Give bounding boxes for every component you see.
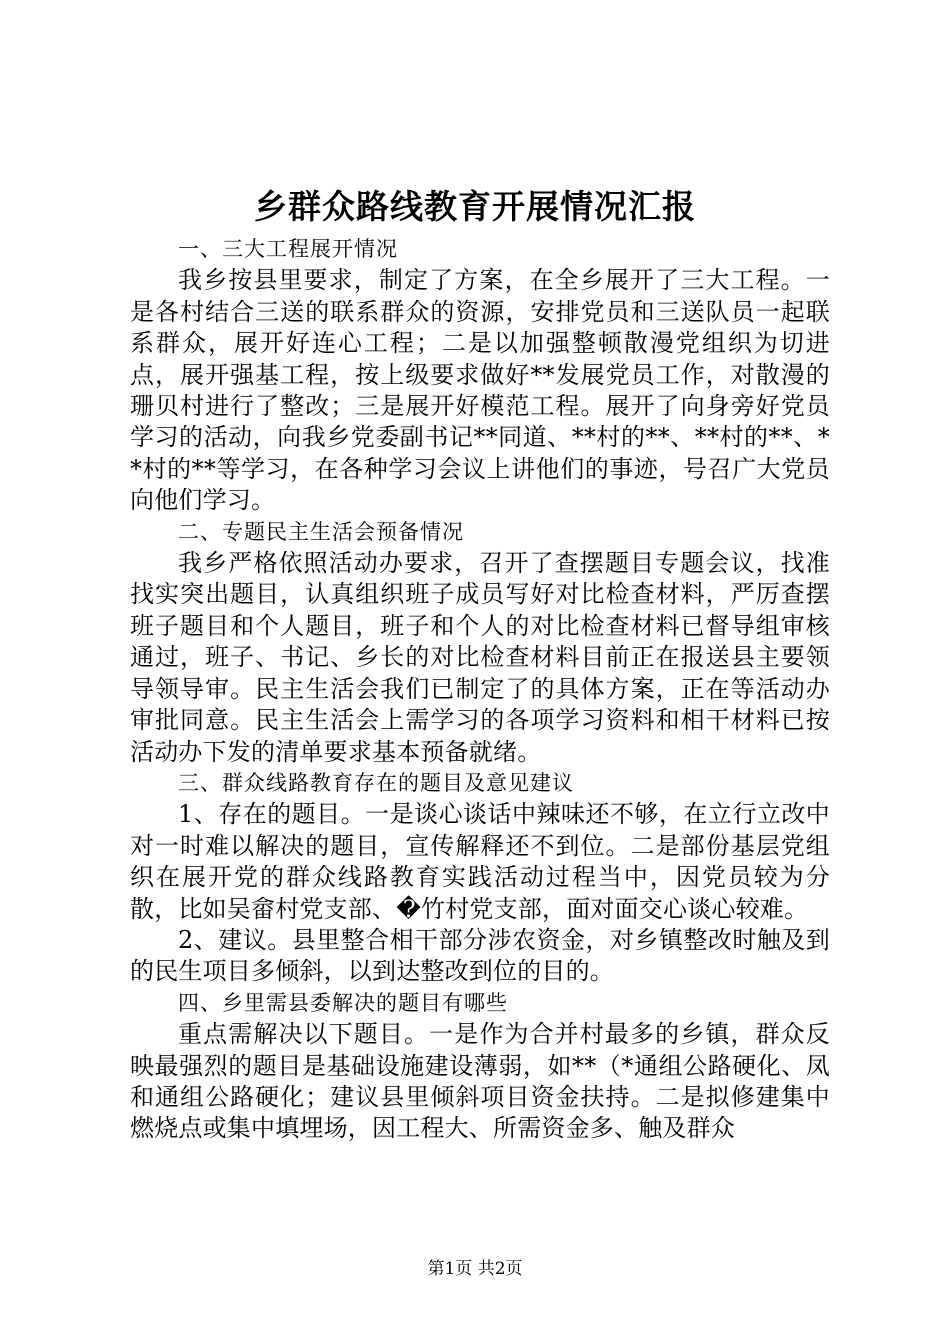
section-heading-3: 三、群众线路教育存在的题目及意见建议 bbox=[178, 770, 574, 795]
document-body bbox=[130, 234, 830, 1145]
section-heading-2: 二、专题民主生活会预备情况 bbox=[178, 519, 464, 544]
section-heading-1: 一、三大工程展开情况 bbox=[178, 237, 398, 261]
paragraph-three-projects: 我乡按县里要求，制定了方案，在全乡展开了三大工程。一是各村结合三送的联系群众的资源，安排党员和三送队员一起联系群众，展开好连心工程；二是以加强整顿散漫党组织为切进点，展开强基工程，按上级要求做好**发展党员工作，对散漫的珊贝村进行了整改；三是展开好模范工程。展开了向身旁好党员学习的活动，向我乡党委副书记**同道、**村的**、**村的**、**村的**等学习，在各种学习会议上讲他们的事迹，号召广大党员向他们学习。 bbox=[130, 266, 830, 515]
document-title: 乡群众路线教育开展情况汇报 bbox=[254, 187, 696, 226]
section-heading-4: 四、乡里需县委解决的题目有哪些 bbox=[178, 990, 508, 1015]
paragraph-suggestions: 2、建议。县里整合相干部分涉农资金，对乡镇整改时触及到的民生项目多倾斜，以到达整改到位的目的。 bbox=[130, 925, 830, 986]
page-number: 第1页 共2页 bbox=[427, 1259, 523, 1279]
paragraph-existing-problems: 1、存在的题目。一是谈心谈话中辣味还不够，在立行立改中对一时难以解决的题目，宣传解释还不到位。二是部份基层党组织在展开党的群众线路教育实践活动过程当中，因党员较为分散，比如吴畲村党支部、�竹村党支部，面对面交心谈心较难。 bbox=[130, 800, 830, 923]
paragraph-democratic-meeting: 我乡严格依照活动办要求，召开了查摆题目专题会议，找准找实突出题目，认真组织班子成员写好对比检查材料，严厉查摆班子题目和个人题目，班子和个人的对比检查材料已督导组审核通过，班子、书记、乡长的对比检查材料目前正在报送县主要领导领导审。民主生活会我们已制定了的具体方案，正在等活动办审批同意。民主生活会上需学习的各项学习资料和相干材料已按活动办下发的清单要求基本预备就绪。 bbox=[130, 549, 830, 766]
paragraph-issues-to-solve: 重点需解决以下题目。一是作为合并村最多的乡镇，群众反映最强烈的题目是基础设施建设薄弱，如**（*通组公路硬化、凤和通组公路硬化；建议县里倾斜项目资金扶持。二是拟修建集中燃烧点或集中填埋场，因工程大、所需资金多、触及群众 bbox=[130, 1020, 830, 1143]
